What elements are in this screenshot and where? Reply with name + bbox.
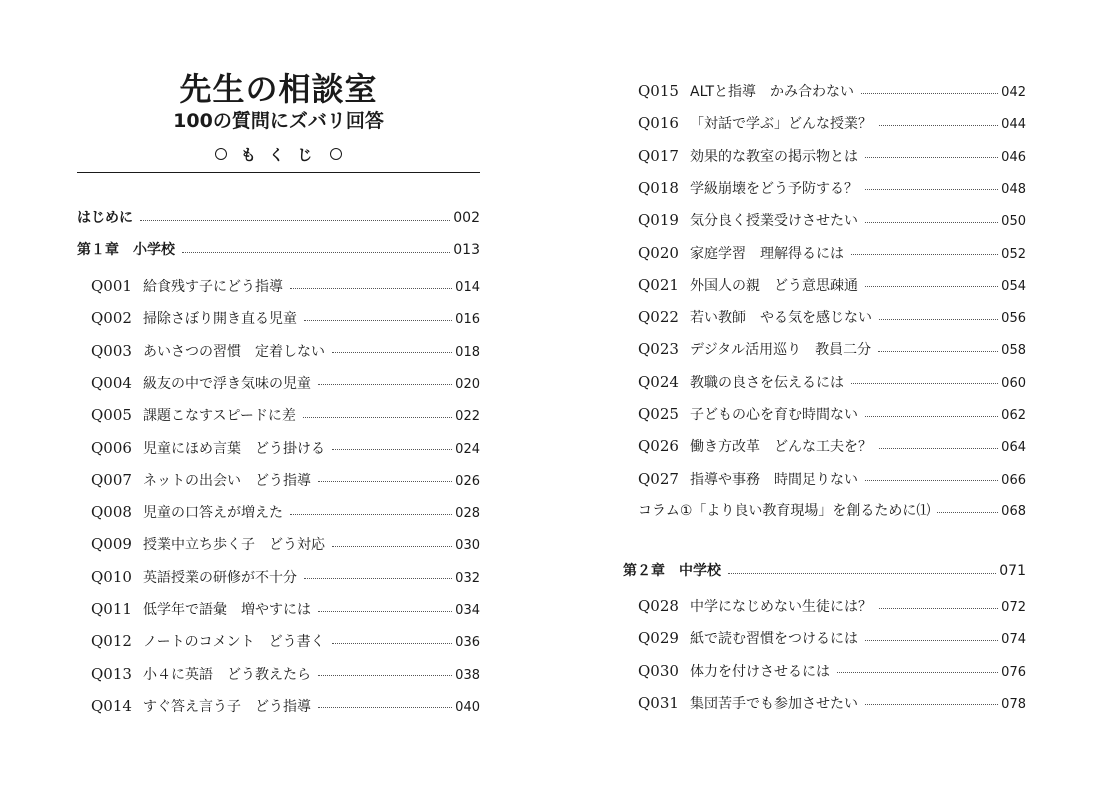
page-number: 056 <box>1001 311 1026 327</box>
toc-entry <box>638 307 1026 327</box>
toc-entry <box>638 146 1026 166</box>
dot-leader <box>304 320 452 321</box>
toc-column-entry <box>638 501 1026 521</box>
toc-chapter-heading <box>77 208 480 228</box>
page-number: 068 <box>1001 503 1026 519</box>
entry-title: ALTと指導 かみ合わない <box>690 84 855 100</box>
page-number: 030 <box>455 538 480 554</box>
toc-entry <box>91 373 480 393</box>
page-number: 046 <box>1001 149 1026 165</box>
toc-entry <box>638 404 1026 424</box>
question-number: Q016 <box>638 114 679 133</box>
dot-leader <box>318 707 452 708</box>
entry-title: 第１章 小学校 <box>77 242 175 258</box>
dot-leader <box>865 157 998 158</box>
page-number: 002 <box>453 210 480 226</box>
dot-leader <box>865 704 998 705</box>
entry-title: 紙で読む習慣をつけるには <box>690 631 858 648</box>
dot-leader <box>332 352 452 353</box>
dot-leader <box>879 125 998 126</box>
dot-leader <box>318 611 452 612</box>
question-number: Q002 <box>91 309 132 328</box>
toc-entry <box>91 470 480 490</box>
toc-entry <box>638 628 1026 648</box>
toc-entry <box>91 341 480 361</box>
entry-title: 集団苦手でも参加させたい <box>690 695 858 712</box>
entry-title: 気分良く授業受けさせたい <box>690 213 858 230</box>
page-number: 014 <box>455 280 480 295</box>
toc-entry <box>91 438 480 458</box>
question-number: Q018 <box>638 178 679 197</box>
toc-entry <box>638 469 1026 489</box>
question-number: Q020 <box>638 243 679 262</box>
dot-leader <box>851 383 998 384</box>
dot-leader <box>937 512 998 513</box>
question-number: Q025 <box>638 405 679 423</box>
page-number: 024 <box>455 441 480 457</box>
toc-entry <box>638 693 1026 713</box>
question-number: Q024 <box>638 372 679 391</box>
question-number: Q013 <box>91 664 132 683</box>
toc-entry <box>91 405 480 425</box>
page-number: 064 <box>1001 440 1026 456</box>
toc-entry <box>638 178 1026 198</box>
toc-entry <box>91 599 480 619</box>
dot-leader <box>318 481 452 482</box>
page-number: 018 <box>455 344 480 360</box>
question-number: Q019 <box>638 211 679 230</box>
page-number: 054 <box>1001 278 1026 294</box>
toc-entry <box>91 567 480 587</box>
dot-leader <box>865 480 998 481</box>
entry-title: コラム①「より良い教育現場」を創るために⑴ <box>638 502 931 519</box>
question-number: Q023 <box>638 340 679 359</box>
page-number: 066 <box>1001 472 1026 488</box>
page-number: 036 <box>455 635 480 651</box>
question-number: Q004 <box>91 373 132 392</box>
toc-entry <box>638 81 1026 101</box>
page-number: 074 <box>1001 632 1026 648</box>
entry-title: 給食残す子にどう指導 <box>143 279 283 295</box>
question-number: Q009 <box>91 535 132 554</box>
page-number: 044 <box>1001 117 1026 133</box>
dot-leader <box>865 222 998 223</box>
entry-title: デジタル活用巡り 教員二分 <box>690 342 872 359</box>
entry-title: 体力を付けさせるには <box>690 663 830 680</box>
entry-title: 働き方改革 どんな工夫を？ <box>690 439 872 456</box>
entry-title: 効果的な教室の掲示物とは <box>690 148 858 165</box>
entry-title: 家庭学習 理解得るには <box>690 245 844 262</box>
dot-leader <box>879 608 998 609</box>
question-number: Q012 <box>91 632 132 651</box>
entry-title: 指導や事務 時間足りない <box>690 471 858 488</box>
question-number: Q011 <box>91 600 132 618</box>
dot-leader <box>332 643 453 644</box>
entry-title: 級友の中で浮き気味の児童 <box>143 375 311 392</box>
circle-icon <box>330 148 342 160</box>
toc-entry <box>91 664 480 684</box>
toc-entry <box>638 339 1026 359</box>
toc-entry <box>638 113 1026 133</box>
entry-title: 教職の良さを伝えるには <box>690 374 844 391</box>
toc-entry <box>638 661 1026 681</box>
page-number: 028 <box>455 506 480 522</box>
question-number: Q030 <box>638 661 679 680</box>
toc-entry <box>638 210 1026 230</box>
page-number: 042 <box>1001 85 1026 100</box>
page-number: 050 <box>1001 214 1026 230</box>
toc-entry <box>638 436 1026 456</box>
question-number: Q001 <box>91 277 132 295</box>
dot-leader <box>879 448 998 449</box>
dot-leader <box>304 578 452 579</box>
question-number: Q031 <box>638 693 679 712</box>
entry-title: 授業中立ち歩く子 どう対応 <box>143 537 325 554</box>
entry-title: 低学年で語彙 増やすには <box>143 602 311 618</box>
entry-title: 学級崩壊をどう予防する？ <box>690 180 858 197</box>
page-number: 016 <box>455 312 480 328</box>
page-number: 034 <box>455 603 480 618</box>
page-number: 071 <box>999 563 1026 579</box>
toc-entry <box>638 275 1026 295</box>
page-number: 078 <box>1001 696 1026 712</box>
right-page <box>550 0 1100 806</box>
entry-title: ノートのコメント どう書く <box>143 634 325 651</box>
dot-leader <box>290 514 452 515</box>
question-number: Q017 <box>638 146 679 165</box>
contents-label: も く じ <box>240 146 317 164</box>
book-title: 先生の相談室 <box>179 70 378 108</box>
page-number: 062 <box>1001 408 1026 423</box>
dot-leader <box>865 189 998 190</box>
question-number: Q003 <box>91 341 132 360</box>
toc-chapter-heading <box>77 240 480 260</box>
page-number: 032 <box>455 570 480 586</box>
dot-leader <box>728 573 996 574</box>
page-number: 013 <box>453 242 480 258</box>
dot-leader <box>290 288 452 289</box>
toc-entry <box>91 308 480 328</box>
entry-title: 外国人の親 どう意思疎通 <box>690 277 858 294</box>
question-number: Q027 <box>638 469 679 488</box>
entry-title: 掃除さぼり開き直る児童 <box>143 311 297 328</box>
circle-icon <box>215 148 227 160</box>
entry-title: 子どもの心を育む時間ない <box>690 407 858 423</box>
title-divider <box>77 172 480 173</box>
question-number: Q005 <box>91 406 132 425</box>
page-number: 060 <box>1001 375 1026 391</box>
question-number: Q010 <box>91 567 132 586</box>
dot-leader <box>879 319 998 320</box>
entry-title: 児童にほめ言葉 どう掛ける <box>143 440 325 457</box>
entry-title: 小４に英語 どう教えたら <box>143 666 311 683</box>
question-number: Q021 <box>638 275 679 294</box>
dot-leader <box>851 254 998 255</box>
dot-leader <box>318 384 452 385</box>
book-subtitle: 100の質問にズバリ回答 <box>173 110 384 132</box>
page-number: 052 <box>1001 246 1026 262</box>
question-number: Q006 <box>91 438 132 457</box>
entry-title: 第２章 中学校 <box>623 563 721 579</box>
entry-title: 若い教師 やる気を感じない <box>690 310 872 327</box>
page-number: 026 <box>455 473 480 489</box>
question-number: Q026 <box>638 437 679 456</box>
toc-entry <box>91 502 480 522</box>
toc-entry <box>638 372 1026 392</box>
entry-title: 児童の口答えが増えた <box>143 505 283 522</box>
dot-leader <box>332 546 452 547</box>
toc-entry <box>91 696 480 716</box>
entry-title: あいさつの習慣 定着しない <box>143 343 325 360</box>
page-number: 058 <box>1001 343 1026 359</box>
entry-title: 課題こなすスピードに差 <box>143 408 296 425</box>
question-number: Q028 <box>638 597 679 615</box>
question-number: Q014 <box>91 696 132 715</box>
question-number: Q007 <box>91 470 132 489</box>
dot-leader <box>182 252 450 253</box>
toc-chapter-heading <box>623 561 1026 581</box>
entry-title: 「対話で学ぶ」どんな授業？ <box>690 116 872 133</box>
entry-title: 中学になじめない生徒には？ <box>690 599 872 615</box>
question-number: Q022 <box>638 308 679 327</box>
question-number: Q029 <box>638 629 679 648</box>
dot-leader <box>861 93 998 94</box>
question-number: Q015 <box>638 82 679 100</box>
dot-leader <box>837 672 998 673</box>
toc-entry <box>638 243 1026 263</box>
entry-title: はじめに <box>77 210 133 226</box>
page-number: 040 <box>455 699 480 715</box>
entry-title: ネットの出会い どう指導 <box>143 472 311 489</box>
dot-leader <box>303 417 452 418</box>
entry-title: すぐ答え言う子 どう指導 <box>143 698 311 715</box>
dot-leader <box>865 416 998 417</box>
toc-entry <box>91 276 480 296</box>
dot-leader <box>332 449 452 450</box>
toc-entry <box>638 596 1026 616</box>
entry-title: 英語授業の研修が不十分 <box>143 569 297 586</box>
toc-entry <box>91 631 480 651</box>
toc-entry <box>91 534 480 554</box>
dot-leader <box>865 286 998 287</box>
contents-heading <box>77 144 480 166</box>
page-number: 076 <box>1001 664 1026 680</box>
dot-leader <box>865 640 998 641</box>
page-number: 038 <box>455 667 480 683</box>
page-number: 020 <box>455 376 480 392</box>
page-number: 048 <box>1001 181 1026 197</box>
dot-leader <box>318 675 452 676</box>
page-number: 022 <box>455 409 480 425</box>
dot-leader <box>878 351 998 352</box>
question-number: Q008 <box>91 503 132 522</box>
dot-leader <box>140 220 450 221</box>
page-number: 072 <box>1001 600 1026 615</box>
